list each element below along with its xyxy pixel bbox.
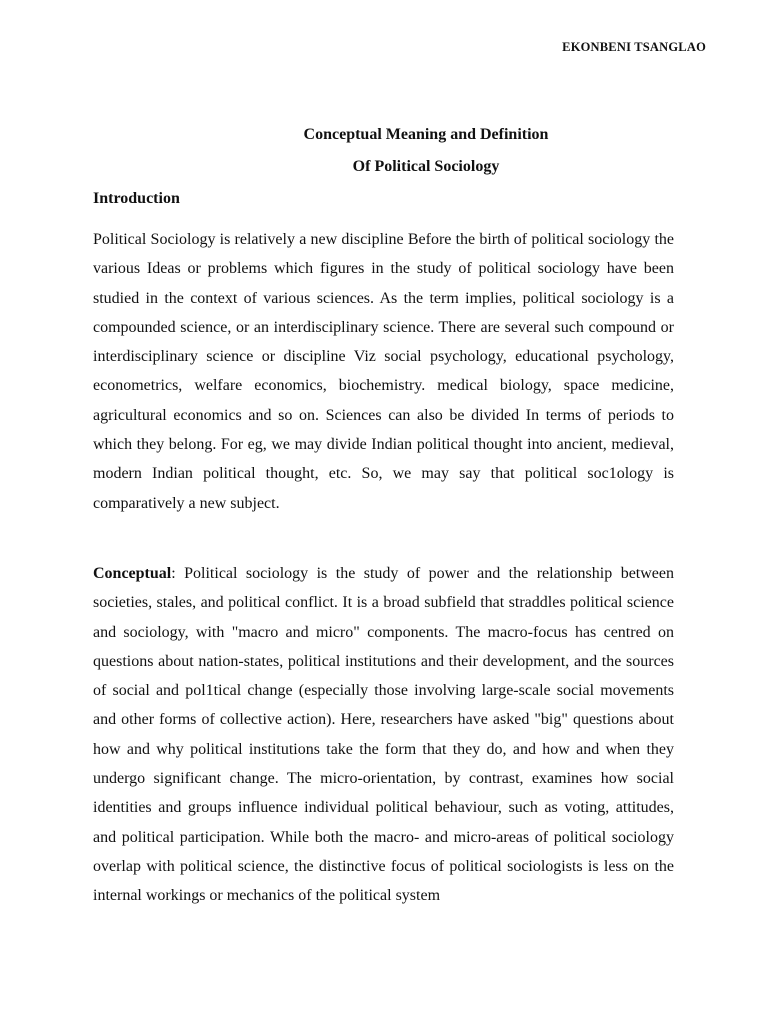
paragraph-introduction: Political Sociology is relatively a new discipline Before the birth of political sociology the various Ideas or problems which figures in the study of political sociology have been studied in the context of various sciences. As the term implies, political sociology is a compounded science, or an interdisciplinary science. There are several such compound or interdisciplinary science or discipline Viz social psychology, educational psychology, econometrics, welfare economics, biochemistry. medical biology, space medicine, agricultural economics and so on. Sciences can also be divided In terms of periods to which they belong. For eg, we may divide Indian political thought into ancient, medieval, modern Indian political thought, etc. So, we may say that political soc1ology is comparatively a new subject.: [93, 231, 674, 512]
author-name: EKONBENI TSANGLAO: [562, 40, 706, 54]
section-heading-introduction: Introduction: [93, 190, 180, 207]
paragraph-conceptual: [93, 559, 674, 911]
document-title-line-1: Conceptual Meaning and Definition: [303, 126, 549, 143]
paragraph-conceptual-body: : Political sociology is the study of power and the relationship between societies, stales, and political conflict. It is a broad subfield that straddles political science and sociology, with "macro and micro" components. The macro-focus has centred on questions about nation-states, political institutions and their development, and the sources of social and pol1tical change (especially those involving large-scale social movements and other forms of collective action). Here, researchers have asked "big" questions about how and why political institutions take the form that they do, and how and when they undergo significant change. The micro-orientation, by contrast, examines how social identities and groups influence individual political behaviour, such as voting, attitudes, and political participation. While both the macro- and micro-areas of political sociology overlap with political science, the distinctive focus of political sociologists is less on the internal workings or mechanics of the political system: [93, 565, 674, 905]
document-title-line-2: Of Political Sociology: [352, 158, 500, 175]
paragraph-lead-term: Conceptual: [93, 565, 172, 582]
